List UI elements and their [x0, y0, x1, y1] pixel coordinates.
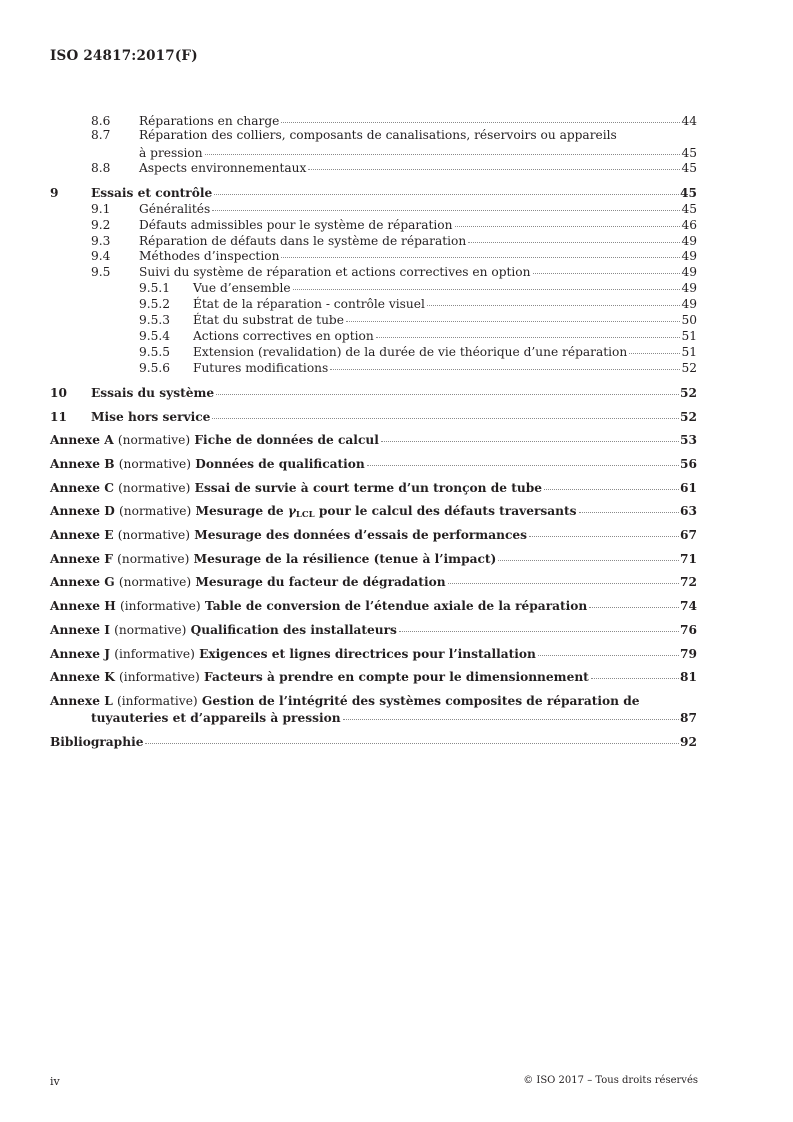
toc-annex-d[interactable]: [50, 504, 697, 520]
toc-title: Mise hors service: [91, 410, 211, 424]
toc-num-11: 11: [50, 410, 67, 424]
bibliography-title: Bibliographie: [50, 735, 144, 749]
toc-annex-j[interactable]: [50, 647, 697, 661]
annex-title: Mesurage de la résilience (tenue à l’impact): [193, 552, 497, 566]
toc-annex-l-cont[interactable]: [91, 711, 697, 725]
toc-title: Aspects environnementaux: [139, 161, 307, 175]
toc-title: Méthodes d’inspection: [139, 249, 280, 263]
toc-num-9-5: 9.5: [91, 265, 111, 279]
toc-page: 49: [681, 249, 697, 263]
annex-kind: (informative): [114, 647, 195, 661]
toc-entry-9-5-3[interactable]: [193, 313, 697, 327]
annex-title: Facteurs à prendre en compte pour le dimensionnement: [203, 670, 589, 684]
toc-num-8-8: 8.8: [91, 161, 111, 175]
toc-page: 45: [680, 186, 697, 200]
toc-entry-9-5-4[interactable]: [193, 329, 697, 343]
toc-title: Essais du système: [91, 386, 215, 400]
annex-title-cont: tuyauteries et d’appareils à pression: [91, 711, 341, 725]
toc-title: Défauts admissibles pour le système de réparation: [139, 218, 453, 232]
toc-num-9-5-3: 9.5.3: [139, 313, 171, 327]
toc-num-8-6: 8.6: [91, 114, 111, 128]
toc-title: Réparation des colliers, composants de canalisations, réservoirs ou appareils: [139, 128, 617, 142]
annex-kind: (normative): [118, 481, 191, 495]
annex-kind: (normative): [118, 575, 192, 589]
toc-page: 52: [681, 361, 697, 375]
toc-entry-9-4[interactable]: [139, 249, 697, 263]
toc-annex-a[interactable]: [50, 433, 697, 447]
toc-page: 51: [681, 345, 697, 359]
toc-title: Vue d’ensemble: [193, 281, 291, 295]
annex-page: 61: [680, 481, 697, 495]
toc-entry-9-3[interactable]: [139, 234, 697, 248]
annex-title: Exigences et lignes directrices pour l’installation: [199, 647, 536, 661]
toc-annex-c[interactable]: [50, 481, 697, 495]
document-id: ISO 24817:2017(F): [50, 48, 198, 64]
toc-title: Extension (revalidation) de la durée de vie théorique d’une réparation: [193, 345, 628, 359]
toc-page: 49: [681, 234, 697, 248]
gamma-subscript: LCL: [295, 510, 315, 520]
annex-label: Annexe E: [50, 528, 114, 542]
toc-page: 52: [680, 410, 697, 424]
toc-entry-9-1[interactable]: [139, 202, 697, 216]
toc-page: 49: [681, 265, 697, 279]
footer-page-number: iv: [50, 1075, 60, 1088]
annex-page: 76: [680, 623, 697, 637]
annex-kind: (normative): [114, 623, 187, 637]
toc-annex-f[interactable]: [50, 552, 697, 566]
annex-kind: (informative): [117, 694, 198, 708]
annex-title: Données de qualification: [195, 457, 365, 471]
annex-page: 87: [680, 711, 697, 725]
toc-title: Généralités: [139, 202, 211, 216]
gamma-symbol: γ: [287, 504, 296, 518]
footer-copyright: © ISO 2017 – Tous droits réservés: [523, 1075, 698, 1086]
annex-kind: (normative): [117, 433, 191, 447]
toc-annex-e[interactable]: [50, 528, 697, 542]
toc-page: 51: [681, 329, 697, 343]
annex-title: Qualification des installateurs: [190, 623, 397, 637]
toc-bibliography[interactable]: [50, 735, 697, 749]
toc-annex-i[interactable]: [50, 623, 697, 637]
toc-entry-8-7-cont[interactable]: [139, 146, 697, 160]
toc-num-9: 9: [50, 186, 59, 200]
toc-num-9-5-4: 9.5.4: [139, 329, 171, 343]
toc-entry-9-5-2[interactable]: [193, 297, 697, 311]
toc-title: Essais et contrôle: [91, 186, 213, 200]
toc-title: Réparations en charge: [139, 114, 280, 128]
annex-kind: (normative): [117, 552, 190, 566]
toc-num-10: 10: [50, 386, 67, 400]
annex-title-pre: Mesurage de: [195, 504, 284, 518]
toc-num-9-3: 9.3: [91, 234, 111, 248]
annex-title: Gestion de l’intégrité des systèmes composites de réparation de: [201, 694, 640, 708]
annex-page: 79: [680, 647, 697, 661]
toc-entry-9-5-1[interactable]: [193, 281, 697, 295]
toc-title: Actions correctives en option: [193, 329, 374, 343]
bibliography-page: 92: [680, 735, 697, 749]
toc-page: 45: [681, 161, 697, 175]
annex-kind: (normative): [119, 504, 192, 518]
toc-title: Futures modifications: [193, 361, 329, 375]
annex-label: Annexe A: [50, 433, 114, 447]
toc-title: État du substrat de tube: [193, 313, 344, 327]
toc-page: 49: [681, 297, 697, 311]
toc-annex-k[interactable]: [50, 670, 697, 684]
annex-page: 53: [680, 433, 697, 447]
toc-num-9-1: 9.1: [91, 202, 111, 216]
annex-label: Annexe D: [50, 504, 115, 518]
annex-title: Mesurage du facteur de dégradation: [195, 575, 446, 589]
toc-entry-9-5-6[interactable]: [193, 361, 697, 375]
annex-page: 67: [680, 528, 697, 542]
annex-label: Annexe H: [50, 599, 116, 613]
annex-label: Annexe I: [50, 623, 110, 637]
toc-entry-9-5-5[interactable]: [193, 345, 697, 359]
toc-num-8-7: 8.7: [91, 128, 111, 142]
annex-kind: (normative): [118, 457, 191, 471]
toc-num-9-4: 9.4: [91, 249, 111, 263]
toc-page: 45: [681, 202, 697, 216]
annex-label: Annexe F: [50, 552, 113, 566]
toc-page: 44: [681, 114, 697, 128]
toc-annex-g[interactable]: [50, 575, 697, 589]
toc-entry-10[interactable]: [91, 386, 697, 400]
annex-title: pour le calcul des défauts traversants: [318, 504, 577, 518]
annex-kind: (informative): [119, 599, 201, 613]
toc-page: 49: [681, 281, 697, 295]
annex-page: 72: [680, 575, 697, 589]
annex-label: Annexe B: [50, 457, 115, 471]
annex-page: 71: [680, 552, 697, 566]
toc-annex-h[interactable]: [50, 599, 697, 613]
annex-label: Annexe L: [50, 694, 113, 708]
annex-label: Annexe J: [50, 647, 110, 661]
toc-entry-8-8[interactable]: [139, 161, 697, 175]
toc-num-9-5-6: 9.5.6: [139, 361, 171, 375]
annex-page: 56: [680, 457, 697, 471]
annex-label: Annexe G: [50, 575, 115, 589]
toc-annex-b[interactable]: [50, 457, 697, 471]
annex-title: Fiche de données de calcul: [194, 433, 379, 447]
toc-title: Réparation de défauts dans le système de réparation: [139, 234, 467, 248]
toc-page: 45: [681, 146, 697, 160]
annex-page: 81: [680, 670, 697, 684]
toc-num-9-2: 9.2: [91, 218, 111, 232]
annex-page: 63: [680, 504, 697, 518]
annex-page: 74: [680, 599, 697, 613]
annex-label: Annexe K: [50, 670, 115, 684]
annex-title: Essai de survie à court terme d’un tronçon de tube: [194, 481, 543, 495]
toc-title-cont: à pression: [139, 146, 203, 160]
toc-entry-8-7[interactable]: [139, 128, 697, 142]
annex-kind: (informative): [119, 670, 200, 684]
toc-entry-9-5[interactable]: [139, 265, 697, 279]
annex-title: Table de conversion de l’étendue axiale de la réparation: [204, 599, 588, 613]
toc-page: 50: [681, 313, 697, 327]
annex-kind: (normative): [117, 528, 190, 542]
toc-entry-8-6[interactable]: [139, 114, 697, 128]
toc-entry-11[interactable]: [91, 410, 697, 424]
toc-title: État de la réparation - contrôle visuel: [193, 297, 425, 311]
toc-num-9-5-2: 9.5.2: [139, 297, 171, 311]
annex-label: Annexe C: [50, 481, 114, 495]
toc-entry-9[interactable]: [91, 186, 697, 200]
annex-title: Mesurage des données d’essais de performances: [194, 528, 527, 542]
toc-num-9-5-1: 9.5.1: [139, 281, 171, 295]
toc-entry-9-2[interactable]: [139, 218, 697, 232]
toc-page: 52: [680, 386, 697, 400]
toc-num-9-5-5: 9.5.5: [139, 345, 171, 359]
toc-title: Suivi du système de réparation et actions correctives en option: [139, 265, 531, 279]
toc-page: 46: [681, 218, 697, 232]
toc-annex-l[interactable]: [50, 694, 697, 708]
